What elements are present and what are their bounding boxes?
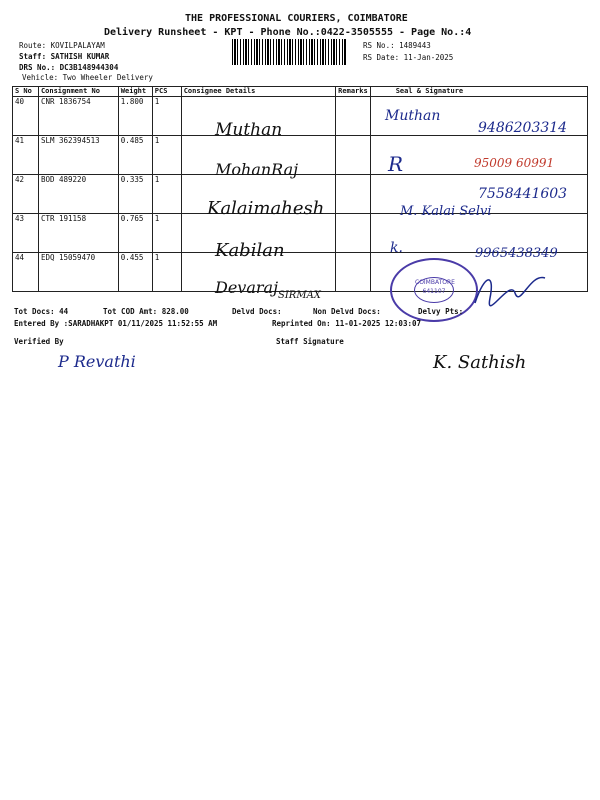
col-consignee: Consignee Details <box>181 87 335 97</box>
verified-by-label: Verified By <box>14 337 64 346</box>
cell-weight: 0.765 <box>118 214 152 253</box>
cell-sno: 41 <box>13 136 39 175</box>
col-remarks: Remarks <box>336 87 371 97</box>
handwritten-signature: M. Kalai Selvi <box>400 204 492 219</box>
cell-pcs: 1 <box>152 253 181 292</box>
vehicle-label: Vehicle: Two Wheeler Delivery <box>22 73 153 82</box>
cell-consignment: BOD 489220 <box>38 175 118 214</box>
cell-consignment: CTR 191158 <box>38 214 118 253</box>
handwritten-name: Kalaimahesh <box>207 198 325 219</box>
cell-consignment: SLM 362394513 <box>38 136 118 175</box>
cell-weight: 0.335 <box>118 175 152 214</box>
runsheet-subtitle: Delivery Runsheet - KPT - Phone No.:0422-3505555 - Page No.:4 <box>104 27 472 38</box>
cell-pcs: 1 <box>152 136 181 175</box>
cell-pcs: 1 <box>152 175 181 214</box>
non-delivered-docs: Non Delvd Docs: <box>313 307 381 316</box>
total-docs: Tot Docs: 44 <box>14 307 69 316</box>
delivered-docs: Delvd Docs: <box>232 307 282 316</box>
signature-scribble-icon <box>470 268 550 308</box>
cell-remarks <box>336 253 371 292</box>
delivery-points: Delvy Pts: <box>418 307 464 316</box>
handwritten-name: MohanRaj <box>215 160 299 179</box>
col-consignment: Consignment No <box>38 87 118 97</box>
cell-sno: 44 <box>13 253 39 292</box>
handwritten-name: Kabilan <box>215 240 285 261</box>
total-cod-amount: Tot COD Amt: 828.00 <box>103 307 189 316</box>
rs-date: RS Date: 11-Jan-2025 <box>363 53 454 62</box>
entered-by: Entered By :SARADHAKPT 01/11/2025 11:52:55 AM <box>14 319 218 328</box>
col-seal-signature: Seal & Signature <box>370 87 587 97</box>
handwritten-phone: 95009 60991 <box>474 156 555 170</box>
barcode <box>232 39 347 65</box>
table-header-row <box>13 87 588 97</box>
staff-signature-label: Staff Signature <box>276 337 344 346</box>
col-pcs: PCS <box>152 87 181 97</box>
cell-weight: 0.455 <box>118 253 152 292</box>
cell-remarks <box>336 136 371 175</box>
cell-remarks <box>336 175 371 214</box>
handwritten-name: Devaraj <box>215 278 279 297</box>
handwritten-signature: k. <box>390 240 403 256</box>
handwritten-note: SIRMAX <box>278 290 321 301</box>
handwritten-phone: 7558441603 <box>478 186 568 202</box>
cell-pcs: 1 <box>152 214 181 253</box>
cell-consignment: EDQ 15059470 <box>38 253 118 292</box>
cell-weight: 0.485 <box>118 136 152 175</box>
handwritten-phone: 9486203314 <box>478 120 568 136</box>
stamp-text: COIMBATORE 641107 <box>414 277 454 303</box>
col-weight: Weight <box>118 87 152 97</box>
cell-remarks <box>336 97 371 136</box>
handwritten-name: Muthan <box>215 120 283 140</box>
staff-label: Staff: SATHISH KUMAR <box>19 52 110 61</box>
col-sno: S No <box>13 87 39 97</box>
cell-sno: 42 <box>13 175 39 214</box>
staff-signature: K. Sathish <box>433 352 527 373</box>
handwritten-signature: Muthan <box>385 108 441 124</box>
reprinted-on: Reprinted On: 11-01-2025 12:03:07 <box>272 319 422 328</box>
cell-sno: 40 <box>13 97 39 136</box>
cell-remarks <box>336 214 371 253</box>
cell-pcs: 1 <box>152 97 181 136</box>
drs-label: DRS No.: DC3B148944304 <box>19 63 119 72</box>
route-label: Route: KOVILPALAYAM <box>19 41 105 50</box>
verified-by-signature: P Revathi <box>58 352 136 371</box>
cell-sno: 43 <box>13 214 39 253</box>
cell-consignment: CNR 1836754 <box>38 97 118 136</box>
handwritten-phone: 9965438349 <box>475 246 558 261</box>
rs-number: RS No.: 1489443 <box>363 41 431 50</box>
handwritten-signature: R <box>388 152 404 176</box>
company-title: THE PROFESSIONAL COURIERS, COIMBATORE <box>185 13 408 24</box>
cell-weight: 1.800 <box>118 97 152 136</box>
